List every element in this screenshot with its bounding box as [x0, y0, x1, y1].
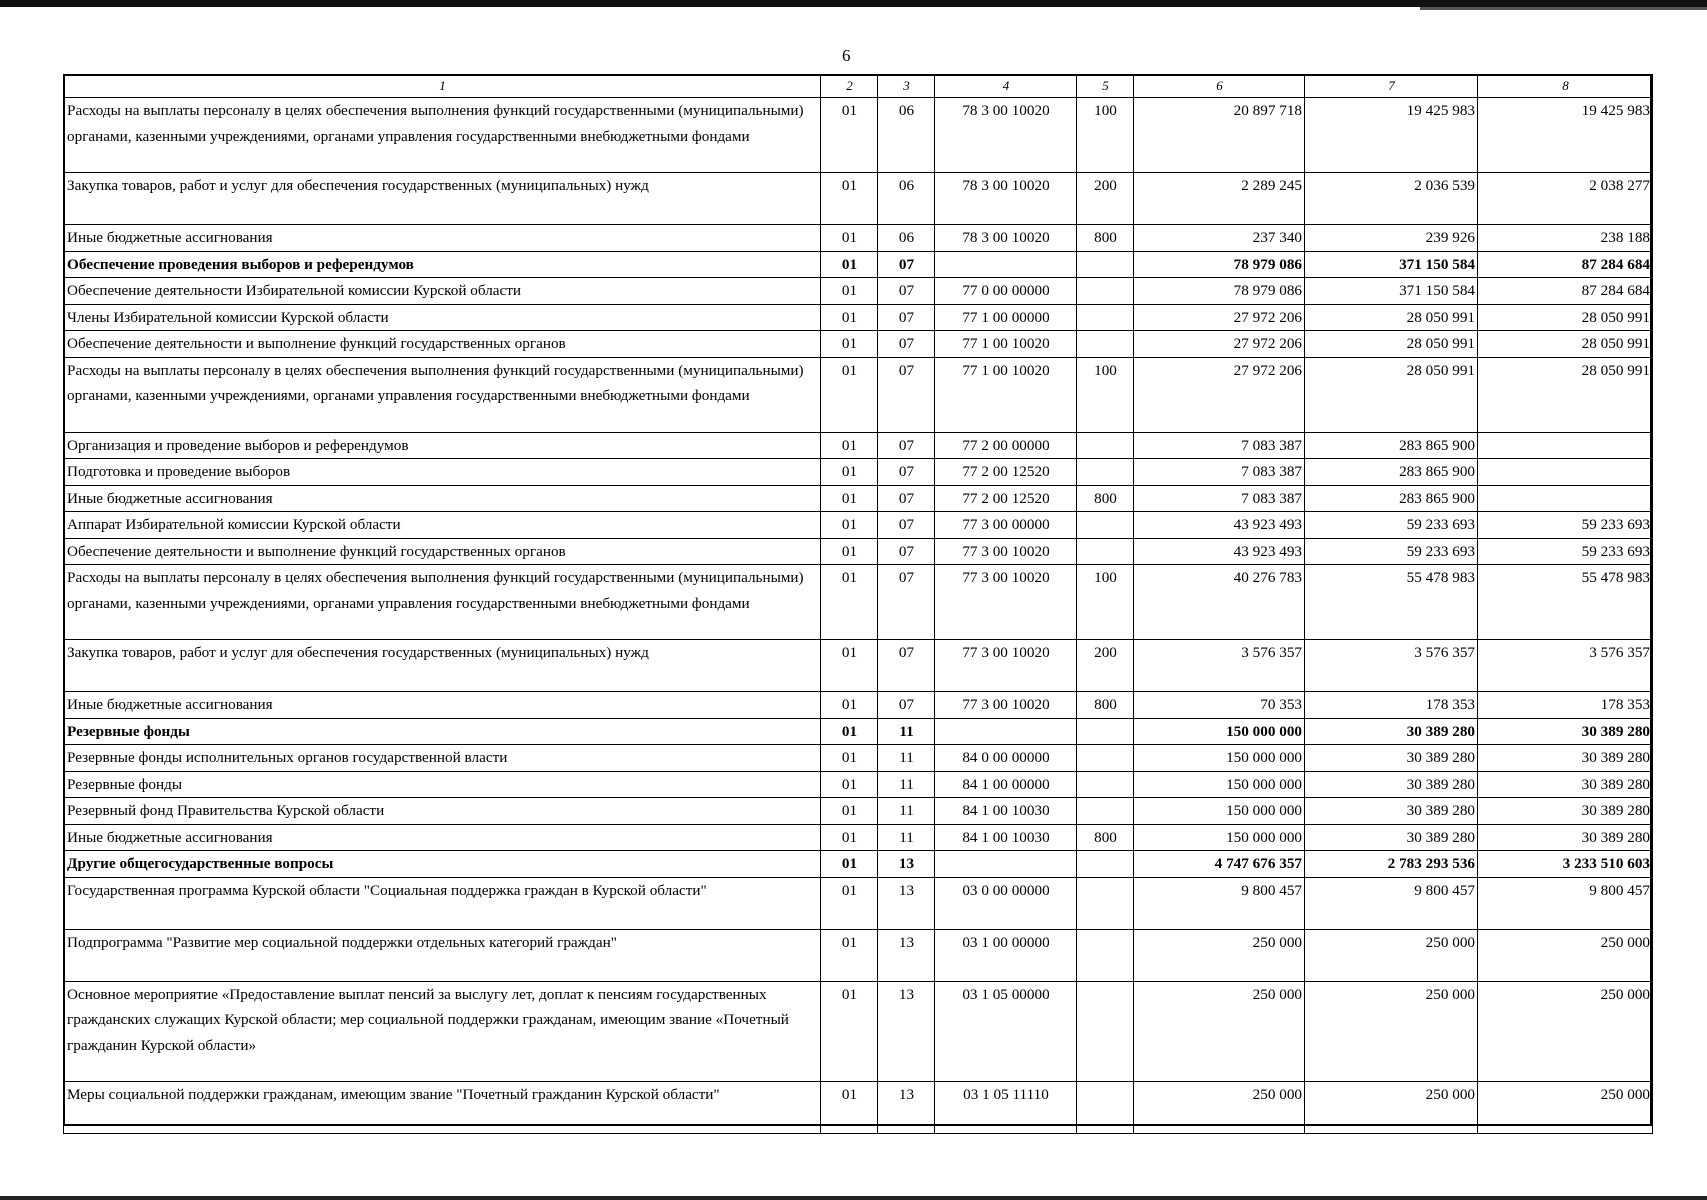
amount-col8-cell: 30 389 280 — [1478, 771, 1653, 798]
amount-col7-cell: 178 353 — [1305, 692, 1478, 719]
amount-col8-cell: 30 389 280 — [1478, 798, 1653, 825]
expense-type-cell — [1077, 798, 1134, 825]
amount-col8-cell: 30 389 280 — [1478, 824, 1653, 851]
amount-col6-cell: 9 800 457 — [1134, 877, 1305, 929]
expense-type-cell — [1077, 538, 1134, 565]
amount-col8-cell: 250 000 — [1478, 981, 1653, 1081]
section-code-cell: 01 — [821, 357, 878, 432]
table-row — [64, 225, 1653, 252]
section-code-cell: 01 — [821, 251, 878, 278]
column-number-header-row — [64, 75, 1653, 98]
subsection-code-cell: 13 — [878, 851, 935, 878]
expense-type-cell — [1077, 718, 1134, 745]
expense-type-cell — [1077, 929, 1134, 981]
amount-col6-cell: 78 979 086 — [1134, 278, 1305, 305]
target-article-cell: 77 2 00 12520 — [935, 485, 1077, 512]
table-row — [64, 640, 1653, 692]
table-row — [64, 692, 1653, 719]
amount-col7-cell: 2 783 293 536 — [1305, 851, 1478, 878]
scan-edge-top-right — [1420, 7, 1707, 10]
expense-type-cell — [1077, 771, 1134, 798]
row-name-cell: Закупка товаров, работ и услуг для обеспечения государственных (муниципальных) нужд — [64, 173, 821, 225]
section-code-cell: 01 — [821, 485, 878, 512]
expense-type-cell — [1077, 981, 1134, 1081]
budget-table — [63, 74, 1653, 1134]
amount-col6-cell: 150 000 000 — [1134, 824, 1305, 851]
subsection-code-cell: 11 — [878, 718, 935, 745]
target-article-cell: 77 3 00 10020 — [935, 538, 1077, 565]
amount-col8-cell: 28 050 991 — [1478, 357, 1653, 432]
column-header: 4 — [935, 75, 1077, 98]
amount-col6-cell: 27 972 206 — [1134, 357, 1305, 432]
target-article-cell: 78 3 00 10020 — [935, 225, 1077, 252]
section-code-cell: 01 — [821, 173, 878, 225]
amount-col8-cell — [1478, 432, 1653, 459]
amount-col7-cell: 28 050 991 — [1305, 304, 1478, 331]
column-header: 7 — [1305, 75, 1478, 98]
subsection-code-cell: 06 — [878, 98, 935, 173]
amount-col7-cell: 3 576 357 — [1305, 640, 1478, 692]
amount-col6-cell: 150 000 000 — [1134, 798, 1305, 825]
target-article-cell: 03 1 00 00000 — [935, 929, 1077, 981]
expense-type-cell — [1077, 304, 1134, 331]
amount-col8-cell: 30 389 280 — [1478, 718, 1653, 745]
target-article-cell: 77 3 00 10020 — [935, 692, 1077, 719]
subsection-code-cell: 07 — [878, 565, 935, 640]
expense-type-cell — [1077, 331, 1134, 358]
table-row — [64, 485, 1653, 512]
section-code-cell: 01 — [821, 851, 878, 878]
expense-type-cell — [1077, 512, 1134, 539]
table-row — [64, 432, 1653, 459]
section-code-cell: 01 — [821, 538, 878, 565]
scan-edge-top — [0, 0, 1707, 7]
row-name-cell: Резервные фонды — [64, 718, 821, 745]
subsection-code-cell: 13 — [878, 1081, 935, 1133]
section-code-cell: 01 — [821, 565, 878, 640]
row-name-cell: Основное мероприятие «Предоставление выплат пенсий за выслугу лет, доплат к пенсиям государственных гражданских служащих Курской области; мер социальной поддержки гражданам, имеющим звание «Почетный гражданин Курской области» — [64, 981, 821, 1081]
amount-col8-cell: 2 038 277 — [1478, 173, 1653, 225]
table-row — [64, 304, 1653, 331]
amount-col6-cell: 150 000 000 — [1134, 718, 1305, 745]
amount-col8-cell: 59 233 693 — [1478, 538, 1653, 565]
expense-type-cell: 200 — [1077, 640, 1134, 692]
row-name-cell: Аппарат Избирательной комиссии Курской области — [64, 512, 821, 539]
row-name-cell: Обеспечение деятельности Избирательной комиссии Курской области — [64, 278, 821, 305]
table-row — [64, 1081, 1653, 1133]
table-row — [64, 771, 1653, 798]
table-row — [64, 718, 1653, 745]
amount-col6-cell: 250 000 — [1134, 1081, 1305, 1133]
amount-col6-cell: 250 000 — [1134, 981, 1305, 1081]
row-name-cell: Резервные фонды — [64, 771, 821, 798]
table-row — [64, 824, 1653, 851]
amount-col7-cell: 283 865 900 — [1305, 459, 1478, 486]
expense-type-cell: 200 — [1077, 173, 1134, 225]
target-article-cell — [935, 251, 1077, 278]
expense-type-cell: 800 — [1077, 485, 1134, 512]
table-row — [64, 331, 1653, 358]
row-name-cell: Другие общегосударственные вопросы — [64, 851, 821, 878]
row-name-cell: Обеспечение деятельности и выполнение функций государственных органов — [64, 538, 821, 565]
expense-type-cell: 100 — [1077, 98, 1134, 173]
scan-edge-bottom — [0, 1196, 1707, 1200]
subsection-code-cell: 07 — [878, 538, 935, 565]
subsection-code-cell: 07 — [878, 331, 935, 358]
target-article-cell: 03 0 00 00000 — [935, 877, 1077, 929]
target-article-cell: 78 3 00 10020 — [935, 173, 1077, 225]
amount-col8-cell: 250 000 — [1478, 929, 1653, 981]
amount-col7-cell: 9 800 457 — [1305, 877, 1478, 929]
expense-type-cell: 800 — [1077, 692, 1134, 719]
amount-col7-cell: 28 050 991 — [1305, 331, 1478, 358]
amount-col6-cell: 237 340 — [1134, 225, 1305, 252]
section-code-cell: 01 — [821, 640, 878, 692]
table-row — [64, 173, 1653, 225]
amount-col7-cell: 59 233 693 — [1305, 512, 1478, 539]
target-article-cell: 77 2 00 00000 — [935, 432, 1077, 459]
table-row — [64, 745, 1653, 772]
section-code-cell: 01 — [821, 929, 878, 981]
table-row — [64, 798, 1653, 825]
amount-col6-cell: 27 972 206 — [1134, 331, 1305, 358]
row-name-cell: Обеспечение деятельности и выполнение функций государственных органов — [64, 331, 821, 358]
section-code-cell: 01 — [821, 225, 878, 252]
amount-col6-cell: 27 972 206 — [1134, 304, 1305, 331]
target-article-cell: 84 1 00 10030 — [935, 798, 1077, 825]
subsection-code-cell: 07 — [878, 512, 935, 539]
amount-col7-cell: 30 389 280 — [1305, 798, 1478, 825]
target-article-cell: 77 3 00 10020 — [935, 640, 1077, 692]
expense-type-cell: 100 — [1077, 357, 1134, 432]
amount-col8-cell: 238 188 — [1478, 225, 1653, 252]
table-row — [64, 512, 1653, 539]
subsection-code-cell: 11 — [878, 824, 935, 851]
section-code-cell: 01 — [821, 512, 878, 539]
row-name-cell: Государственная программа Курской области "Социальная поддержка граждан в Курской области" — [64, 877, 821, 929]
amount-col8-cell: 87 284 684 — [1478, 278, 1653, 305]
column-header: 1 — [64, 75, 821, 98]
amount-col8-cell: 3 576 357 — [1478, 640, 1653, 692]
target-article-cell: 84 1 00 10030 — [935, 824, 1077, 851]
table-row — [64, 278, 1653, 305]
expense-type-cell — [1077, 877, 1134, 929]
amount-col7-cell: 239 926 — [1305, 225, 1478, 252]
row-name-cell: Подготовка и проведение выборов — [64, 459, 821, 486]
section-code-cell: 01 — [821, 718, 878, 745]
subsection-code-cell: 07 — [878, 485, 935, 512]
amount-col7-cell: 30 389 280 — [1305, 771, 1478, 798]
target-article-cell: 77 1 00 00000 — [935, 304, 1077, 331]
expense-type-cell — [1077, 1081, 1134, 1133]
amount-col6-cell: 4 747 676 357 — [1134, 851, 1305, 878]
amount-col6-cell: 7 083 387 — [1134, 485, 1305, 512]
row-name-cell: Закупка товаров, работ и услуг для обеспечения государственных (муниципальных) нужд — [64, 640, 821, 692]
subsection-code-cell: 13 — [878, 877, 935, 929]
table-row — [64, 929, 1653, 981]
column-header: 8 — [1478, 75, 1653, 98]
target-article-cell — [935, 851, 1077, 878]
table-row — [64, 251, 1653, 278]
row-name-cell: Резервный фонд Правительства Курской области — [64, 798, 821, 825]
section-code-cell: 01 — [821, 745, 878, 772]
amount-col8-cell: 250 000 — [1478, 1081, 1653, 1133]
subsection-code-cell: 07 — [878, 251, 935, 278]
subsection-code-cell: 07 — [878, 304, 935, 331]
subsection-code-cell: 07 — [878, 459, 935, 486]
amount-col6-cell: 43 923 493 — [1134, 512, 1305, 539]
amount-col8-cell: 3 233 510 603 — [1478, 851, 1653, 878]
amount-col6-cell: 70 353 — [1134, 692, 1305, 719]
amount-col8-cell: 55 478 983 — [1478, 565, 1653, 640]
amount-col6-cell: 7 083 387 — [1134, 459, 1305, 486]
expense-type-cell — [1077, 745, 1134, 772]
amount-col7-cell: 30 389 280 — [1305, 718, 1478, 745]
row-name-cell: Иные бюджетные ассигнования — [64, 225, 821, 252]
amount-col7-cell: 30 389 280 — [1305, 745, 1478, 772]
subsection-code-cell: 07 — [878, 357, 935, 432]
subsection-code-cell: 11 — [878, 798, 935, 825]
row-name-cell: Меры социальной поддержки гражданам, имеющим звание "Почетный гражданин Курской области" — [64, 1081, 821, 1133]
section-code-cell: 01 — [821, 1081, 878, 1133]
table-row — [64, 459, 1653, 486]
target-article-cell: 03 1 05 00000 — [935, 981, 1077, 1081]
subsection-code-cell: 13 — [878, 981, 935, 1081]
amount-col6-cell: 3 576 357 — [1134, 640, 1305, 692]
table-row — [64, 851, 1653, 878]
row-name-cell: Расходы на выплаты персоналу в целях обеспечения выполнения функций государственными (муниципальными) органами, казенными учреждениями, органами управления государственными внебюджетными фондами — [64, 565, 821, 640]
amount-col8-cell — [1478, 485, 1653, 512]
amount-col8-cell: 19 425 983 — [1478, 98, 1653, 173]
target-article-cell: 77 2 00 12520 — [935, 459, 1077, 486]
table-row — [64, 877, 1653, 929]
row-name-cell: Обеспечение проведения выборов и референдумов — [64, 251, 821, 278]
amount-col8-cell: 59 233 693 — [1478, 512, 1653, 539]
section-code-cell: 01 — [821, 459, 878, 486]
expense-type-cell — [1077, 851, 1134, 878]
target-article-cell: 84 0 00 00000 — [935, 745, 1077, 772]
section-code-cell: 01 — [821, 798, 878, 825]
expense-type-cell — [1077, 459, 1134, 486]
target-article-cell: 77 3 00 10020 — [935, 565, 1077, 640]
amount-col8-cell: 28 050 991 — [1478, 304, 1653, 331]
section-code-cell: 01 — [821, 771, 878, 798]
amount-col8-cell — [1478, 459, 1653, 486]
column-header: 6 — [1134, 75, 1305, 98]
amount-col6-cell: 20 897 718 — [1134, 98, 1305, 173]
subsection-code-cell: 07 — [878, 432, 935, 459]
amount-col7-cell: 371 150 584 — [1305, 278, 1478, 305]
row-name-cell: Подпрограмма "Развитие мер социальной поддержки отдельных категорий граждан" — [64, 929, 821, 981]
subsection-code-cell: 06 — [878, 173, 935, 225]
expense-type-cell: 800 — [1077, 225, 1134, 252]
target-article-cell: 77 1 00 10020 — [935, 331, 1077, 358]
amount-col7-cell: 19 425 983 — [1305, 98, 1478, 173]
amount-col8-cell: 30 389 280 — [1478, 745, 1653, 772]
amount-col6-cell: 7 083 387 — [1134, 432, 1305, 459]
section-code-cell: 01 — [821, 877, 878, 929]
subsection-code-cell: 07 — [878, 278, 935, 305]
row-name-cell: Иные бюджетные ассигнования — [64, 485, 821, 512]
amount-col7-cell: 283 865 900 — [1305, 485, 1478, 512]
amount-col6-cell: 150 000 000 — [1134, 745, 1305, 772]
amount-col7-cell: 30 389 280 — [1305, 824, 1478, 851]
target-article-cell: 84 1 00 00000 — [935, 771, 1077, 798]
section-code-cell: 01 — [821, 824, 878, 851]
row-name-cell: Расходы на выплаты персоналу в целях обеспечения выполнения функций государственными (муниципальными) органами, казенными учреждениями, органами управления государственными внебюджетными фондами — [64, 98, 821, 173]
target-article-cell — [935, 718, 1077, 745]
expense-type-cell — [1077, 251, 1134, 278]
expense-type-cell — [1077, 278, 1134, 305]
table-row — [64, 98, 1653, 173]
subsection-code-cell: 13 — [878, 929, 935, 981]
section-code-cell: 01 — [821, 98, 878, 173]
section-code-cell: 01 — [821, 981, 878, 1081]
row-name-cell: Иные бюджетные ассигнования — [64, 692, 821, 719]
table-row — [64, 981, 1653, 1081]
target-article-cell: 77 1 00 10020 — [935, 357, 1077, 432]
amount-col6-cell: 43 923 493 — [1134, 538, 1305, 565]
amount-col8-cell: 178 353 — [1478, 692, 1653, 719]
row-name-cell: Иные бюджетные ассигнования — [64, 824, 821, 851]
page-number: 6 — [842, 46, 851, 65]
subsection-code-cell: 07 — [878, 692, 935, 719]
amount-col7-cell: 283 865 900 — [1305, 432, 1478, 459]
table-row — [64, 357, 1653, 432]
amount-col7-cell: 55 478 983 — [1305, 565, 1478, 640]
row-name-cell: Члены Избирательной комиссии Курской области — [64, 304, 821, 331]
amount-col7-cell: 250 000 — [1305, 929, 1478, 981]
section-code-cell: 01 — [821, 331, 878, 358]
section-code-cell: 01 — [821, 432, 878, 459]
column-header: 2 — [821, 75, 878, 98]
amount-col6-cell: 2 289 245 — [1134, 173, 1305, 225]
section-code-cell: 01 — [821, 692, 878, 719]
subsection-code-cell: 06 — [878, 225, 935, 252]
amount-col8-cell: 28 050 991 — [1478, 331, 1653, 358]
amount-col6-cell: 150 000 000 — [1134, 771, 1305, 798]
subsection-code-cell: 11 — [878, 745, 935, 772]
amount-col7-cell: 59 233 693 — [1305, 538, 1478, 565]
amount-col6-cell: 40 276 783 — [1134, 565, 1305, 640]
amount-col7-cell: 250 000 — [1305, 1081, 1478, 1133]
row-name-cell: Организация и проведение выборов и референдумов — [64, 432, 821, 459]
expense-type-cell: 800 — [1077, 824, 1134, 851]
amount-col8-cell: 87 284 684 — [1478, 251, 1653, 278]
row-name-cell: Резервные фонды исполнительных органов государственной власти — [64, 745, 821, 772]
amount-col6-cell: 78 979 086 — [1134, 251, 1305, 278]
expense-type-cell — [1077, 432, 1134, 459]
amount-col7-cell: 250 000 — [1305, 981, 1478, 1081]
section-code-cell: 01 — [821, 304, 878, 331]
table-row — [64, 565, 1653, 640]
amount-col7-cell: 2 036 539 — [1305, 173, 1478, 225]
target-article-cell: 03 1 05 11110 — [935, 1081, 1077, 1133]
subsection-code-cell: 07 — [878, 640, 935, 692]
amount-col8-cell: 9 800 457 — [1478, 877, 1653, 929]
target-article-cell: 78 3 00 10020 — [935, 98, 1077, 173]
column-header: 3 — [878, 75, 935, 98]
section-code-cell: 01 — [821, 278, 878, 305]
row-name-cell: Расходы на выплаты персоналу в целях обеспечения выполнения функций государственными (муниципальными) органами, казенными учреждениями, органами управления государственными внебюджетными фондами — [64, 357, 821, 432]
subsection-code-cell: 11 — [878, 771, 935, 798]
column-header: 5 — [1077, 75, 1134, 98]
expense-type-cell: 100 — [1077, 565, 1134, 640]
target-article-cell: 77 0 00 00000 — [935, 278, 1077, 305]
amount-col7-cell: 371 150 584 — [1305, 251, 1478, 278]
target-article-cell: 77 3 00 00000 — [935, 512, 1077, 539]
amount-col7-cell: 28 050 991 — [1305, 357, 1478, 432]
table-row — [64, 538, 1653, 565]
amount-col6-cell: 250 000 — [1134, 929, 1305, 981]
